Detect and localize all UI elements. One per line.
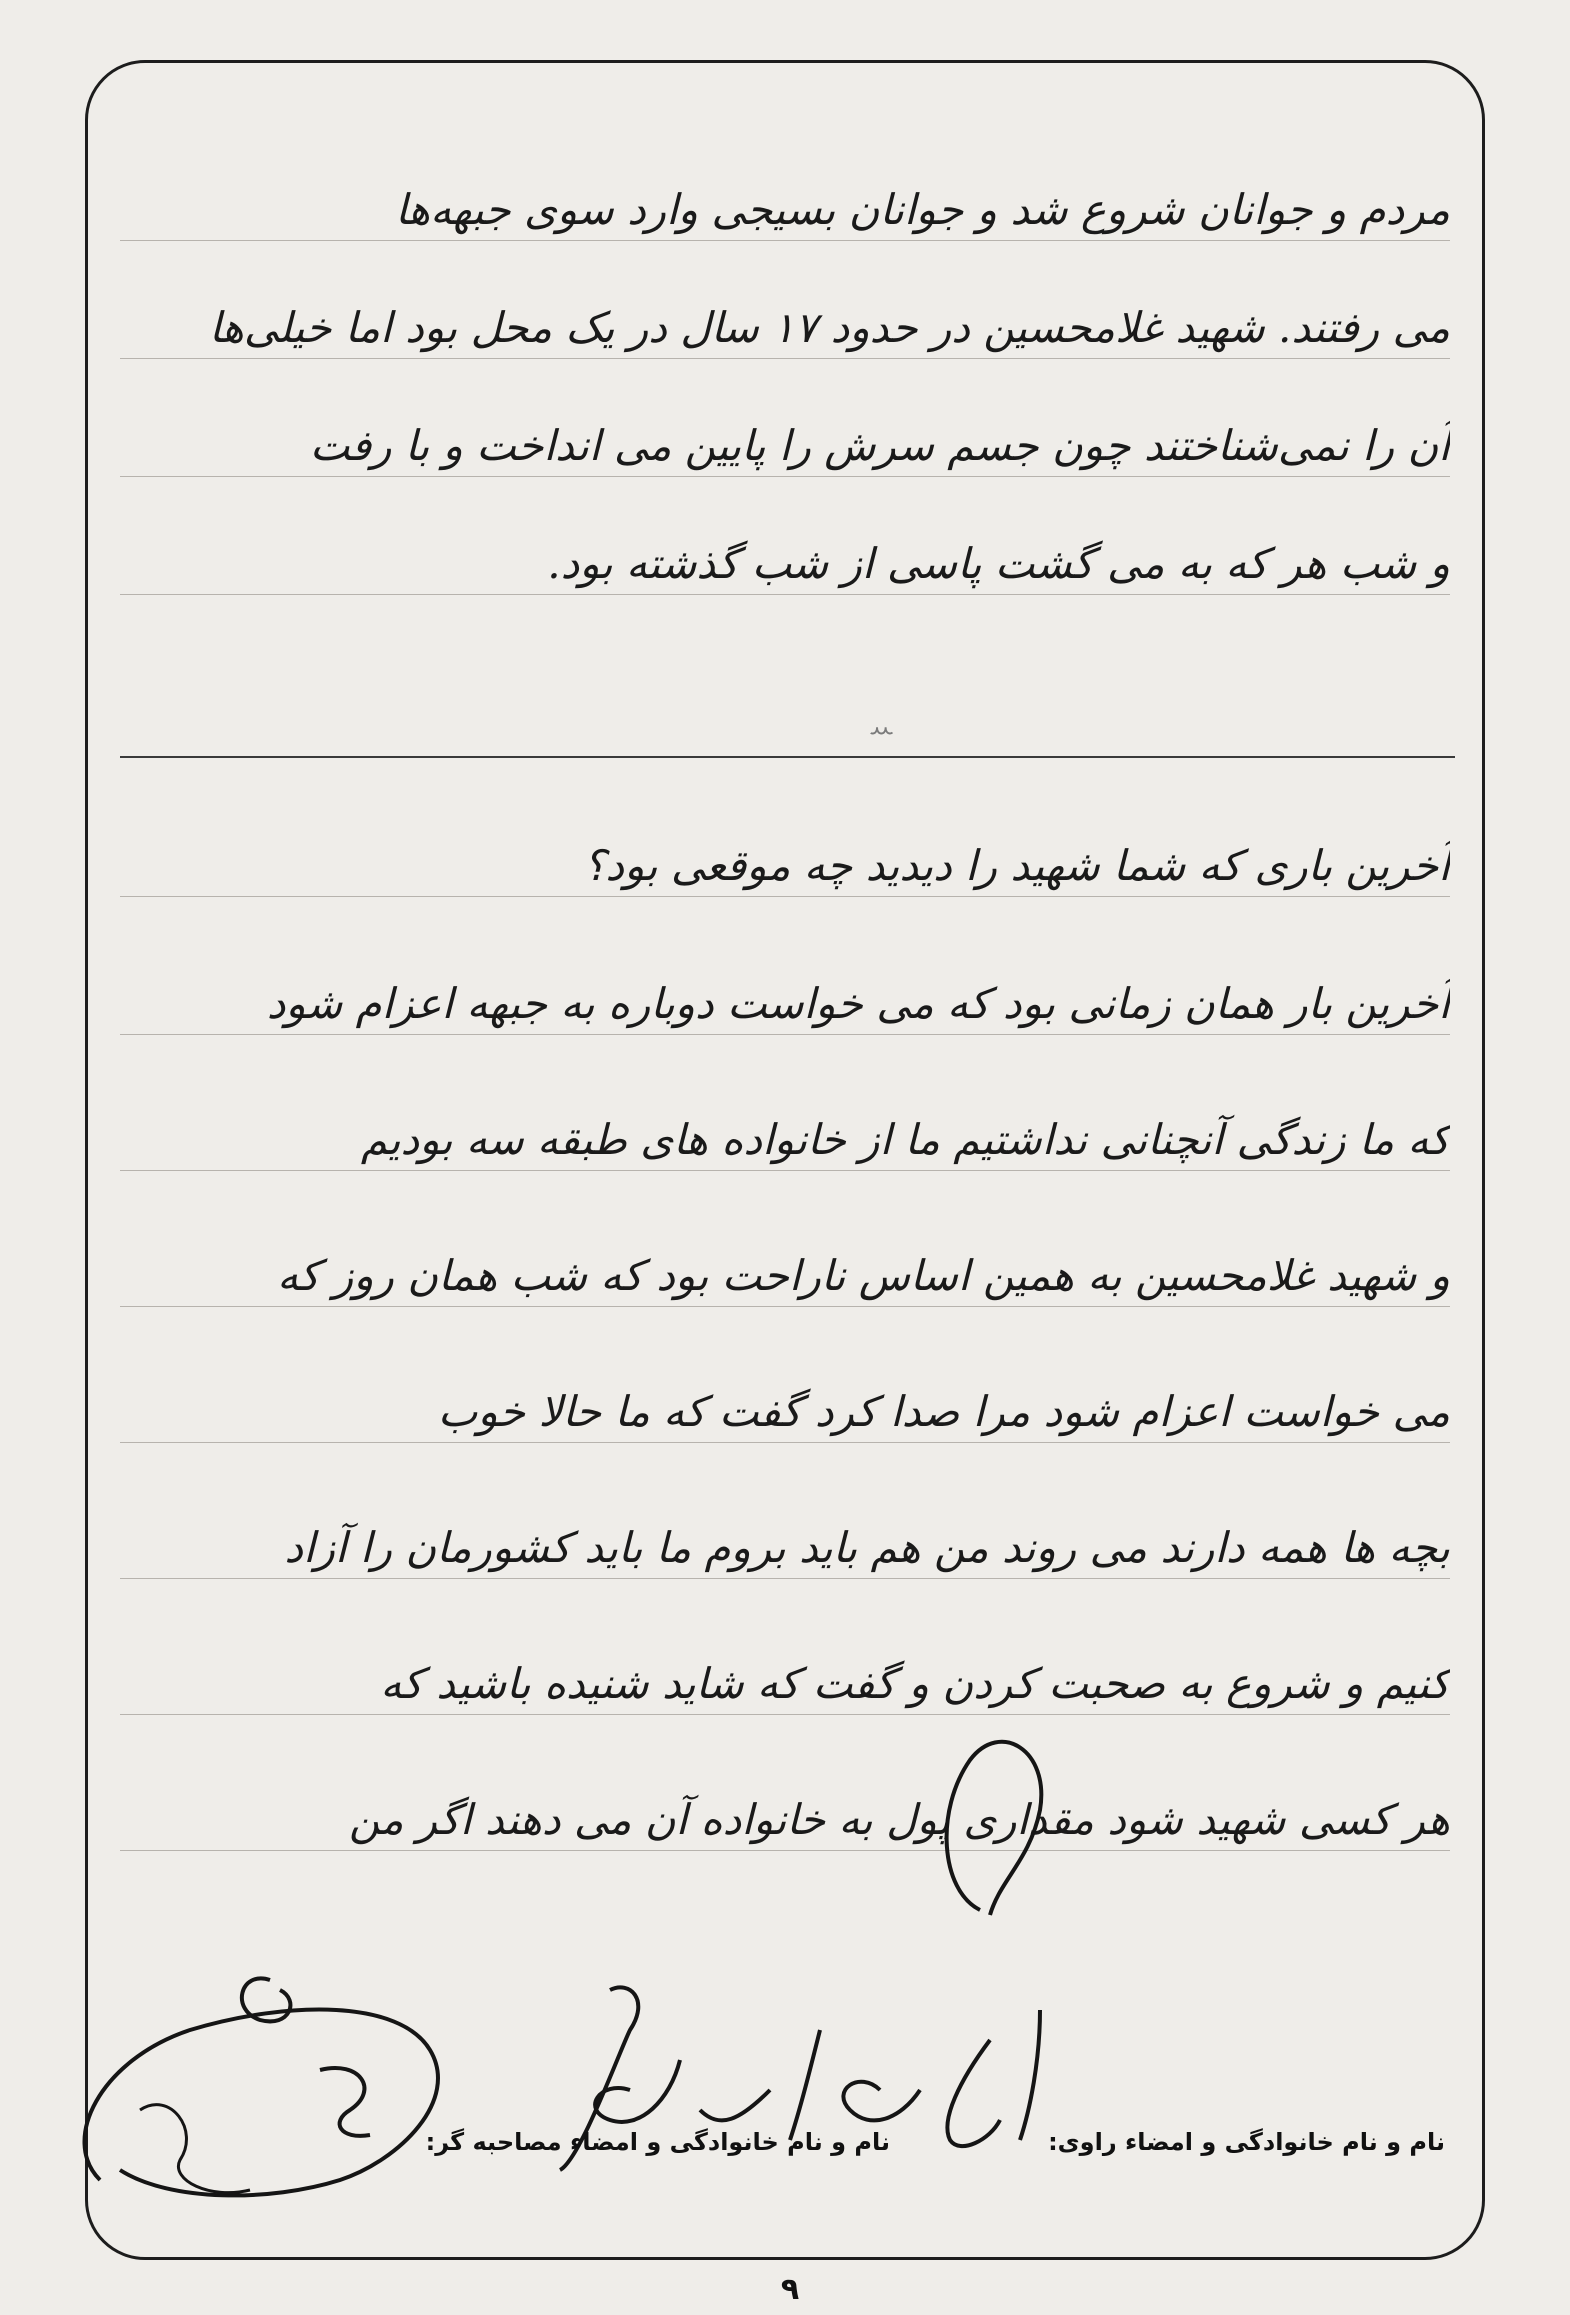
handwritten-line-4: و شب هر که به می گشت پاسی از شب گذشته بود. xyxy=(547,539,1450,588)
ruled-line xyxy=(120,1170,1450,1171)
ruled-line xyxy=(120,1714,1450,1715)
handwritten-line-11: کنیم و شروع به صحبت کردن و گفت که شاید شنیده باشید که xyxy=(380,1659,1450,1708)
handwritten-line-2: می رفتند. شهید غلامحسین در حدود ۱۷ سال در یک محل بود اما خیلی‌ها xyxy=(208,303,1450,352)
ruled-line xyxy=(120,1306,1450,1307)
interviewer-label: نام و نام خانوادگی و امضاء مصاحبه گر: xyxy=(425,2128,890,2156)
ruled-line xyxy=(120,358,1450,359)
handwritten-line-12: هر کسی شهید شود مقداری پول به خانواده آن می دهند اگر من xyxy=(348,1795,1450,1844)
pen-loop-mark xyxy=(930,1720,1060,1920)
section-separator xyxy=(120,756,1455,758)
handwritten-line-7: که ما زندگی آنچنانی نداشتیم ما از خانواده های طبقه سه بودیم xyxy=(360,1115,1450,1164)
ruled-line xyxy=(120,896,1450,897)
ruled-line xyxy=(120,594,1450,595)
handwritten-line-8: و شهید غلامحسین به همین اساس ناراحت بود که شب همان روز که xyxy=(277,1251,1450,1300)
section-divider-mark: ꕀ xyxy=(868,712,896,747)
ruled-line xyxy=(120,1034,1450,1035)
ruled-line xyxy=(120,1442,1450,1443)
ruled-line xyxy=(120,1850,1450,1851)
interviewer-signature xyxy=(40,1940,460,2240)
handwritten-line-3: آن را نمی‌شناختند چون جسم سرش را پایین می انداخت و با رفت xyxy=(309,421,1450,470)
ruled-line xyxy=(120,476,1450,477)
handwritten-line-6: آخرین بار همان زمانی بود که می خواست دوباره به جبهه اعزام شود xyxy=(266,979,1450,1028)
ruled-line xyxy=(120,1578,1450,1579)
handwritten-line-1: مردم و جوانان شروع شد و جوانان بسیجی وارد سوی جبهه‌ها xyxy=(395,185,1450,234)
narrator-label: نام و نام خانوادگی و امضاء راوی: xyxy=(1048,2128,1445,2156)
ruled-line xyxy=(120,240,1450,241)
handwritten-question: آخرین باری که شما شهید را دیدید چه موقعی بود؟ xyxy=(583,841,1450,890)
handwritten-line-10: بچه ها همه دارند می روند من هم باید بروم ما باید کشورمان را آزاد xyxy=(284,1523,1450,1572)
handwritten-line-9: می خواست اعزام شود مرا صدا کرد گفت که ما حالا خوب xyxy=(437,1387,1450,1436)
page-number: ۹ xyxy=(780,2272,800,2307)
